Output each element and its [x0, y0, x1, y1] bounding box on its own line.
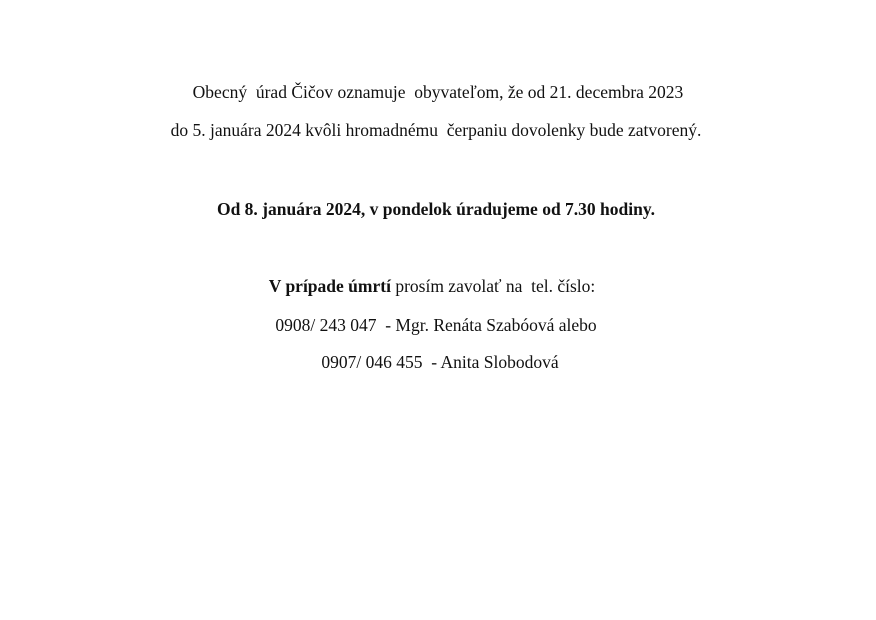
emergency-instruction: prosím zavolať na tel. číslo:	[390, 276, 596, 296]
contact-phone-2: 0907/ 046 455 - Anita Slobodová	[321, 352, 559, 372]
office-hours-notice: Od 8. januára 2024, v pondelok úradujeme od 7.30 hodiny.	[216, 199, 656, 219]
announcement-closure-line-2: do 5. januára 2024 kvôli hromadnému čerpaniu dovolenky bude zatvorený.	[170, 120, 702, 140]
contact-phone-1: 0908/ 243 047 - Mgr. Renáta Szabóová alebo	[275, 315, 597, 335]
announcement-closure-line-1: Obecný úrad Čičov oznamuje obyvateľom, že od 21. decembra 2023	[192, 82, 684, 102]
emergency-label: V prípade úmrtí	[268, 276, 391, 296]
emergency-contact-intro	[0, 275, 870, 297]
